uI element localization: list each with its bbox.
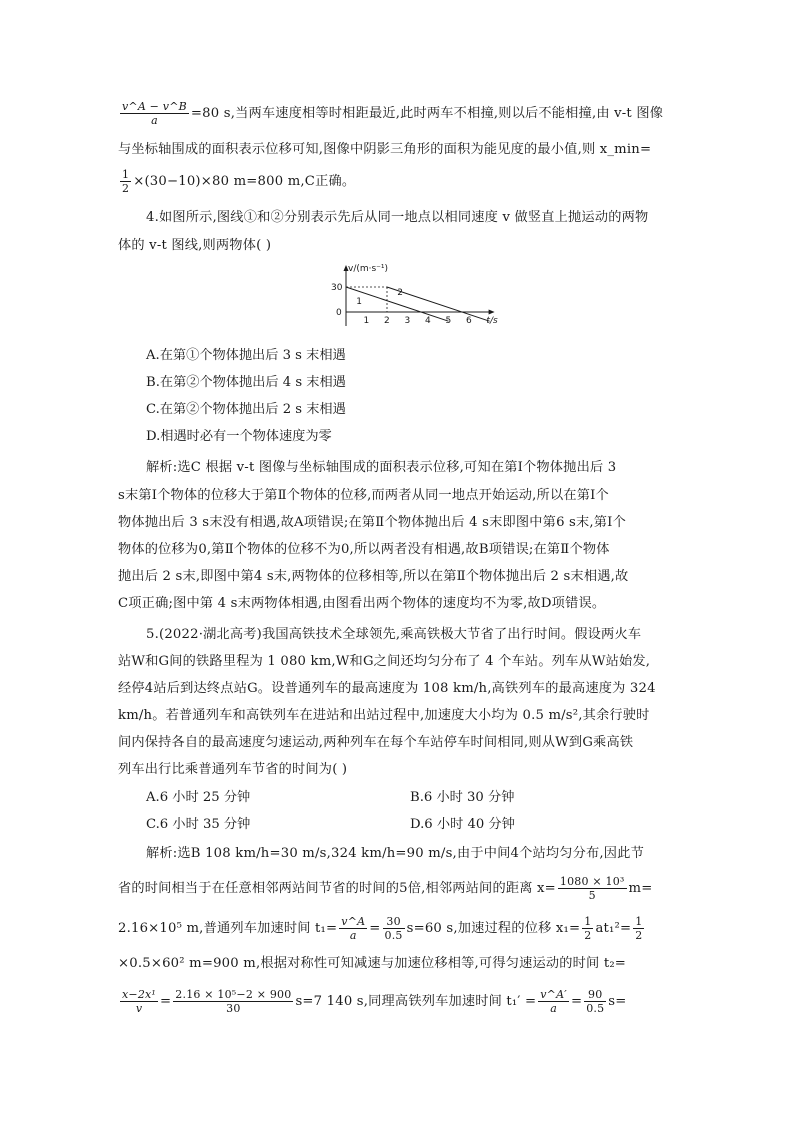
- fraction: $\frac{30}{0.5}$: [384, 915, 403, 942]
- q5-option-d: D.6 小时 40 分钟: [410, 817, 515, 832]
- q5-stem-2: 站W和G间的铁路里程为 1 080 km,W和G之间还均匀分布了 4 个车站。列车从W站始发,: [118, 654, 651, 669]
- q5-option-b: B.6 小时 30 分钟: [410, 790, 515, 805]
- x-tick-label-2: 2: [384, 316, 390, 326]
- fraction: $\frac{1}{2}$: [635, 915, 643, 942]
- fraction-half: $\frac{1}{2}$: [122, 168, 130, 195]
- prev-line-3: $\frac{1}{2}$ ×(30−10)×80 m=800 m,C正确。: [122, 168, 356, 195]
- q5-analysis-2: 省的时间相当于在任意相邻两站间节省的时间的5倍,相邻两站间的距离 x= $\frac{\text{1080 × 10³}}{5}$ m=: [118, 875, 653, 902]
- q5-analysis-5: $\frac{\text{x−2x¹}}{v}$ = $\frac{\text{2.16 × 10⁵−2 × 900}}{30}$ s=7 140 s,同理高铁列车加速时间 t₁′ = $\frac{v\^{}A'}{a}$ = $\frac{90}{0.5}$ s=: [122, 988, 627, 1015]
- q4-analysis-3: 物体抛出后 3 s末没有相遇,故A项错误;在第Ⅱ个物体抛出后 4 s末即图中第6 s末,第Ⅰ个: [118, 515, 626, 530]
- y-tick-label-0: 0: [336, 308, 342, 318]
- x-tick-label-3: 3: [404, 316, 411, 326]
- x-axis-arrow: [489, 310, 495, 315]
- q4-option-c: C.在第②个物体抛出后 2 s 末相遇: [146, 402, 346, 417]
- fraction: $\frac{v\^{}A - v\^{}B}{a}$: [122, 100, 187, 127]
- q5-stem-5: 间内保持各自的最高速度匀速运动,两种列车在每个车站停车时间相同,则从W到G乘高铁: [118, 735, 634, 750]
- fraction: $\frac{\text{1080 × 10³}}{5}$: [559, 875, 625, 902]
- fraction: $\frac{v\^{}A'}{a}$: [540, 988, 567, 1015]
- x-tick-label-1: 1: [363, 316, 370, 326]
- q5-stem-4: km/h。若普通列车和高铁列车在进站和出站过程中,加速度大小均为 0.5 m/s²,其余行驶时: [118, 708, 650, 723]
- q5-analysis-3: 2.16×10⁵ m,普通列车加速时间 t₁= $\frac{v\^{}A}{a}$ = $\frac{30}{0.5}$ s=60 s,加速过程的位移 x₁= $\frac{1}{2}$ at₁²= $\frac{1}{2}$: [118, 915, 643, 942]
- q4-analysis-5: 抛出后 2 s末,即图中第4 s末,两物体的位移相等,所以在第Ⅱ个物体抛出后 2 s末相遇,故: [118, 569, 629, 584]
- q5-stem-3: 经停4站后到达终点站G。设普通列车的最高速度为 108 km/h,高铁列车的最高速度为 324: [118, 681, 656, 696]
- y-tick-label-30: 30: [331, 283, 343, 293]
- prev-line-2: 与坐标轴围成的面积表示位移可知,图像中阴影三角形的面积为能见度的最小值,则 x_min=: [118, 142, 652, 157]
- q4-analysis-4: 物体的位移为0,第Ⅱ个物体的位移不为0,所以两者没有相遇,故B项错误;在第Ⅱ个物体: [118, 542, 610, 557]
- x-tick-label-5: 5: [445, 316, 452, 326]
- q5-analysis-1: 解析:选B 108 km/h=30 m/s,324 km/h=90 m/s,由于中间4个站均匀分布,因此节: [146, 846, 644, 861]
- vt-graph: [326, 262, 506, 342]
- q5-stem-1: 5.(2022·湖北高考)我国高铁技术全球领先,乘高铁极大节省了出行时间。假设两火车: [146, 627, 642, 642]
- q4-option-b: B.在第②个物体抛出后 4 s 末相遇: [146, 375, 346, 390]
- fraction: $\frac{\text{2.16 × 10⁵−2 × 900}}{30}$: [175, 988, 292, 1015]
- fraction: $\frac{90}{0.5}$: [586, 988, 605, 1015]
- q5-stem-6: 列车出行比乘普通列车节省的时间为( ): [118, 762, 348, 777]
- q5-analysis-4: ×0.5×60² m=900 m,根据对称性可知减速与加速位移相等,可得匀速运动的时间 t₂=: [118, 956, 627, 971]
- series-label-2: 2: [397, 288, 403, 298]
- q4-option-a: A.在第①个物体抛出后 3 s 末相遇: [146, 348, 346, 363]
- fraction: $\frac{v\^{}A}{a}$: [341, 915, 366, 942]
- fraction: $\frac{\text{x−2x¹}}{v}$: [122, 988, 157, 1015]
- fraction: $\frac{1}{2}$: [584, 915, 592, 942]
- x-axis-label: t/s: [486, 316, 498, 326]
- x-tick-label-4: 4: [425, 316, 431, 326]
- q4-stem-2: 体的 v-t 图线,则两物体( ): [118, 238, 272, 253]
- q4-stem-1: 4.如图所示,图线①和②分别表示先后从同一地点以相同速度 v 做竖直上抛运动的两物: [146, 210, 649, 225]
- q4-option-d: D.相遇时必有一个物体速度为零: [146, 429, 332, 444]
- q4-analysis-1: 解析:选C 根据 v-t 图像与坐标轴围成的面积表示位移,可知在第Ⅰ个物体抛出后 3: [146, 460, 617, 475]
- q5-option-a: A.6 小时 25 分钟: [146, 790, 251, 805]
- y-axis-label: v/(m·s⁻¹): [348, 264, 389, 274]
- prev-line-1: $\frac{v\^{}A - v\^{}B}{a}$ =80 s,当两车速度相等时相距最近,此时两车不相撞,则以后不能相撞,由 v-t 图像: [122, 100, 664, 127]
- x-tick-label-6: 6: [466, 316, 472, 326]
- q4-analysis-2: s末第Ⅰ个物体的位移大于第Ⅱ个物体的位移,而两者从同一地点开始运动,所以在第Ⅰ个: [118, 488, 609, 503]
- q4-analysis-6: C项正确;图中第 4 s末两物体相遇,由图看出两个物体的速度均不为零,故D项错误。: [118, 596, 606, 611]
- q5-option-c: C.6 小时 35 分钟: [146, 817, 251, 832]
- series-label-1: 1: [356, 297, 362, 307]
